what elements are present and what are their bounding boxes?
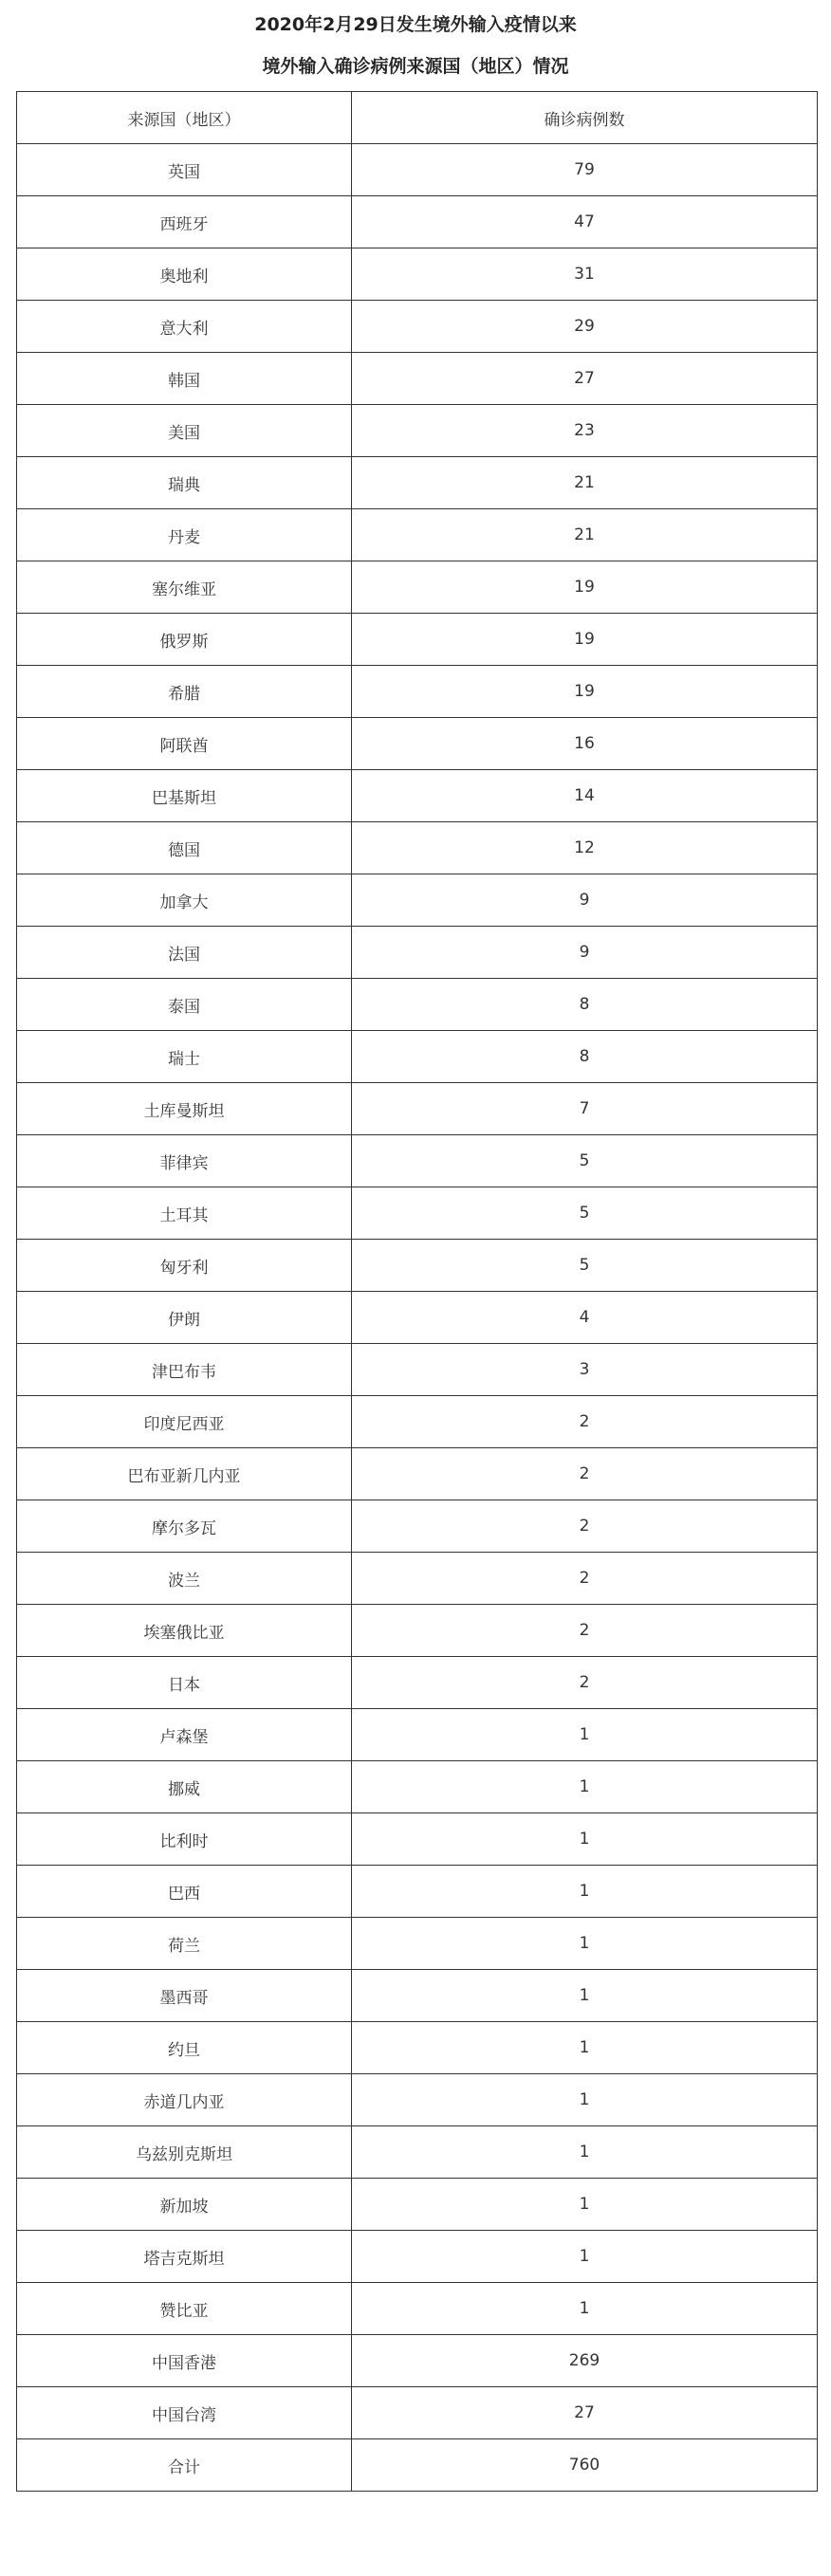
table-row: [17, 509, 818, 561]
cell-case-count: 760: [352, 2439, 818, 2492]
table-row: [17, 2179, 818, 2231]
cell-country: 墨西哥: [17, 1970, 352, 2022]
cell-case-count: 1: [352, 2283, 818, 2335]
table-row: [17, 1866, 818, 1918]
cell-country: 土耳其: [17, 1187, 352, 1240]
table-row: [17, 1292, 818, 1344]
table-row: [17, 614, 818, 666]
cell-country: 土库曼斯坦: [17, 1083, 352, 1135]
table-row: [17, 1605, 818, 1657]
cell-country: 约旦: [17, 2022, 352, 2074]
table-row: [17, 1031, 818, 1083]
table-body: [17, 144, 818, 2492]
cell-country: 伊朗: [17, 1292, 352, 1344]
cell-country: 泰国: [17, 979, 352, 1031]
cell-country: 中国香港: [17, 2335, 352, 2387]
cell-case-count: 2: [352, 1448, 818, 1500]
cell-country: 匈牙利: [17, 1240, 352, 1292]
table-row: [17, 1918, 818, 1970]
cell-country: 摩尔多瓦: [17, 1500, 352, 1553]
table-row: [17, 405, 818, 457]
cell-case-count: 12: [352, 822, 818, 874]
cell-country: 丹麦: [17, 509, 352, 561]
cell-case-count: 31: [352, 248, 818, 301]
table-row: [17, 248, 818, 301]
table-row: [17, 196, 818, 248]
cell-country: 瑞典: [17, 457, 352, 509]
table-row: [17, 1083, 818, 1135]
table-row: [17, 1709, 818, 1761]
cell-case-count: 2: [352, 1396, 818, 1448]
table-header-row: [17, 92, 818, 144]
table-row: [17, 874, 818, 927]
table-row: [17, 2126, 818, 2179]
table-row: [17, 1344, 818, 1396]
cell-country: 德国: [17, 822, 352, 874]
cell-country: 阿联酋: [17, 718, 352, 770]
table-row: [17, 561, 818, 614]
cell-country: 波兰: [17, 1553, 352, 1605]
cell-country: 加拿大: [17, 874, 352, 927]
table-row: [17, 1553, 818, 1605]
cell-case-count: 1: [352, 2022, 818, 2074]
table-row: [17, 1187, 818, 1240]
table-row: [17, 144, 818, 196]
cell-country: 津巴布韦: [17, 1344, 352, 1396]
table-row: [17, 770, 818, 822]
cell-country: 巴布亚新几内亚: [17, 1448, 352, 1500]
table-row: [17, 2439, 818, 2492]
cell-case-count: 2: [352, 1500, 818, 1553]
table-row: [17, 353, 818, 405]
cell-case-count: 27: [352, 353, 818, 405]
table-row: [17, 1396, 818, 1448]
header-case-count: 确诊病例数: [352, 92, 818, 144]
table-row: [17, 1240, 818, 1292]
table-row: [17, 1448, 818, 1500]
table-row: [17, 979, 818, 1031]
cell-country: 瑞士: [17, 1031, 352, 1083]
cell-case-count: 79: [352, 144, 818, 196]
header-source-country: 来源国（地区）: [17, 92, 352, 144]
page-title: 2020年2月29日发生境外输入疫情以来: [254, 14, 577, 35]
table-row: [17, 718, 818, 770]
cell-country: 塔吉克斯坦: [17, 2231, 352, 2283]
cell-country: 荷兰: [17, 1918, 352, 1970]
table-row: [17, 1970, 818, 2022]
cell-country: 意大利: [17, 301, 352, 353]
cell-case-count: 14: [352, 770, 818, 822]
cell-case-count: 2: [352, 1657, 818, 1709]
cell-case-count: 5: [352, 1187, 818, 1240]
cell-case-count: 7: [352, 1083, 818, 1135]
table-row: [17, 2074, 818, 2126]
cell-country: 菲律宾: [17, 1135, 352, 1187]
cell-country: 卢森堡: [17, 1709, 352, 1761]
cell-case-count: 3: [352, 1344, 818, 1396]
cell-country: 日本: [17, 1657, 352, 1709]
cell-case-count: 5: [352, 1240, 818, 1292]
cell-case-count: 19: [352, 614, 818, 666]
cell-case-count: 1: [352, 2126, 818, 2179]
cell-country: 乌兹别克斯坦: [17, 2126, 352, 2179]
cell-case-count: 1: [352, 2231, 818, 2283]
cell-country: 新加坡: [17, 2179, 352, 2231]
table-row: [17, 2335, 818, 2387]
cell-country: 合计: [17, 2439, 352, 2492]
cell-country: 赞比亚: [17, 2283, 352, 2335]
cell-country: 美国: [17, 405, 352, 457]
cell-country: 希腊: [17, 666, 352, 718]
cell-country: 赤道几内亚: [17, 2074, 352, 2126]
table-row: [17, 927, 818, 979]
cell-case-count: 9: [352, 927, 818, 979]
table-row: [17, 301, 818, 353]
cell-country: 韩国: [17, 353, 352, 405]
cell-case-count: 9: [352, 874, 818, 927]
table-row: [17, 1500, 818, 1553]
cell-case-count: 8: [352, 979, 818, 1031]
cell-case-count: 8: [352, 1031, 818, 1083]
cell-case-count: 19: [352, 666, 818, 718]
table-row: [17, 1657, 818, 1709]
cell-case-count: 16: [352, 718, 818, 770]
cell-case-count: 269: [352, 2335, 818, 2387]
cell-case-count: 23: [352, 405, 818, 457]
cell-case-count: 1: [352, 1918, 818, 1970]
cell-country: 英国: [17, 144, 352, 196]
table-row: [17, 2231, 818, 2283]
cell-case-count: 5: [352, 1135, 818, 1187]
cell-country: 挪威: [17, 1761, 352, 1813]
cell-country: 比利时: [17, 1813, 352, 1866]
cell-country: 俄罗斯: [17, 614, 352, 666]
cell-case-count: 19: [352, 561, 818, 614]
table-row: [17, 2283, 818, 2335]
page-subtitle: 境外输入确诊病例来源国（地区）情况: [262, 56, 569, 77]
cases-table: [16, 91, 818, 2492]
cell-case-count: 1: [352, 2074, 818, 2126]
cell-case-count: 1: [352, 1813, 818, 1866]
table-row: [17, 2387, 818, 2439]
cell-case-count: 27: [352, 2387, 818, 2439]
cell-case-count: 21: [352, 509, 818, 561]
cell-case-count: 1: [352, 1970, 818, 2022]
table-row: [17, 457, 818, 509]
cell-case-count: 1: [352, 1709, 818, 1761]
cell-case-count: 1: [352, 1761, 818, 1813]
table-row: [17, 2022, 818, 2074]
cell-country: 西班牙: [17, 196, 352, 248]
cell-case-count: 47: [352, 196, 818, 248]
cell-case-count: 1: [352, 1866, 818, 1918]
cell-case-count: 21: [352, 457, 818, 509]
cell-country: 中国台湾: [17, 2387, 352, 2439]
cell-country: 埃塞俄比亚: [17, 1605, 352, 1657]
table-row: [17, 1761, 818, 1813]
table-row: [17, 1813, 818, 1866]
table-row: [17, 822, 818, 874]
cell-country: 奥地利: [17, 248, 352, 301]
cell-country: 巴西: [17, 1866, 352, 1918]
cell-case-count: 4: [352, 1292, 818, 1344]
table-row: [17, 1135, 818, 1187]
cell-country: 印度尼西亚: [17, 1396, 352, 1448]
cell-country: 塞尔维亚: [17, 561, 352, 614]
cell-case-count: 2: [352, 1553, 818, 1605]
cell-country: 巴基斯坦: [17, 770, 352, 822]
table-row: [17, 666, 818, 718]
cell-case-count: 2: [352, 1605, 818, 1657]
cell-case-count: 29: [352, 301, 818, 353]
cell-country: 法国: [17, 927, 352, 979]
cell-case-count: 1: [352, 2179, 818, 2231]
